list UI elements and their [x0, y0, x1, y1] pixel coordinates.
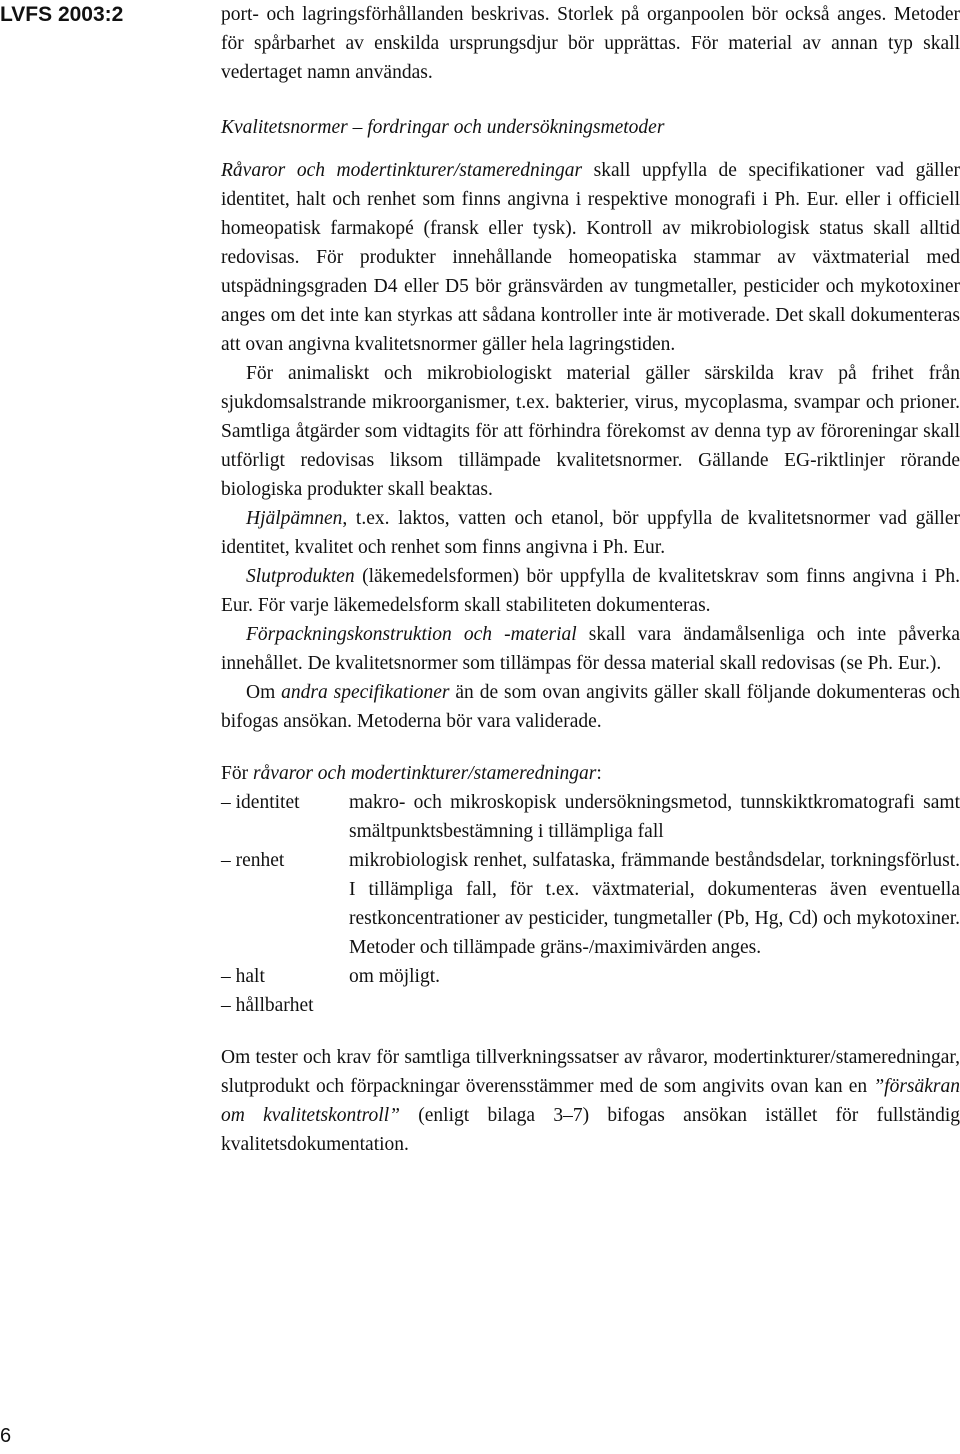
- final-product-text: (läkemedelsformen) bör uppfylla de kvalitetskrav som finns angivna i Ph. Eur. För varje läkemedelsform skall stabiliteten dokumenteras.: [221, 566, 960, 616]
- conclusion-text-end: (enligt bilaga 3–7) bifogas ansökan istället för fullständig kvalitetsdokumentation.: [221, 1105, 960, 1155]
- list-item-description: mikrobiologisk renhet, sulfataska, främmande beståndsdelar, torkningsförlust. I tillämpliga fall, för t.ex. växtmaterial, dokumenteras även eventuella restkoncentrationer av pesticider, tungmetaller (Pb, Hg, Cd) och mykotoxiner. Metoder och tillämpade gräns-/maximivärden anges.: [349, 850, 960, 958]
- list-lead-prefix: För: [221, 763, 253, 784]
- list-item: [221, 788, 960, 846]
- list-item-description: om möjligt.: [349, 966, 441, 987]
- list-lead: [221, 759, 960, 788]
- other-specifications-text: än de som ovan angivits gäller skall följande dokumenteras och bifogas ansökan. Metoderna bör vara validerade.: [221, 682, 960, 732]
- excipients-paragraph: [221, 504, 960, 562]
- list-item: [221, 991, 960, 1020]
- final-product-term: Slutprodukten: [246, 566, 355, 587]
- conclusion-text-start: Om tester och krav för samtliga tillverkningssatser av råvaror, modertinkturer/stameredningar, slutprodukt och förpackningar överensstämmer med de som angivits ovan kan en: [221, 1047, 960, 1097]
- packaging-term: Förpackningskonstruktion och -material: [246, 624, 577, 645]
- packaging-text: skall vara ändamålsenliga och inte påverka innehållet. De kvalitetsnormer som tillämpas för dessa material skall redovisas (se Ph. Eur.).: [221, 624, 960, 674]
- list-lead-term: råvaror och modertinkturer/stameredningar: [252, 763, 597, 784]
- intro-paragraph: port- och lagringsförhållanden beskrivas. Storlek på organpoolen bör också anges. Metoder för spårbarhet av enskilda ursprungsdjur bör upprättas. För material av annan typ skall vedertaget namn användas.: [221, 4, 960, 83]
- raw-material-paragraph: [221, 156, 960, 359]
- animal-material-paragraph: För animaliskt och mikrobiologiskt material gäller särskilda krav på frihet från sjukdomsalstrande mikroorganismer, t.ex. bakterier, virus, mycoplasma, svampar och prioner. Samtliga åtgärder som vidtagits för att förhindra förekomst av denna typ av föroreningar skall utförligt redovisas liksom tillämpade kvalitetsnormer. Gällande EG-riktlinjer rörande biologiska produkter skall beaktas.: [221, 363, 960, 500]
- list-item: [221, 846, 960, 962]
- list-item: [221, 962, 960, 991]
- list-item-term: – identitet: [221, 792, 300, 813]
- list-item-term: – renhet: [221, 850, 285, 871]
- final-product-paragraph: [221, 562, 960, 620]
- list-item-term: – halt: [221, 966, 265, 987]
- page-number: 6: [0, 1425, 12, 1447]
- other-specifications-prefix: Om: [246, 682, 282, 703]
- document-series-id: LVFS 2003:2: [0, 3, 124, 26]
- requirements-list: [221, 788, 960, 1020]
- document-body: [221, 0, 960, 1159]
- conclusion-quote: ”försäkran om kvalitetskontroll”: [221, 1076, 960, 1126]
- other-specifications-term: andra specifikationer: [281, 682, 450, 703]
- raw-material-text: skall uppfylla de specifikationer vad gäller identitet, halt och renhet som finns angivna i respektive monografi i Ph. Eur. eller i officiell homeopatisk farmakopé (fransk eller tysk). Kontroll av mikrobiologisk status skall alltid redovisas. För produkter innehållande homeopatiska stammar av växtmaterial med utspädningsgraden D4 eller D5 bör gränsvärden av tungmetaller, pesticider och mykotoxiner anges om det inte kan styrkas att sådana kontroller inte är motiverade. Det skall dokumenteras att ovan angivna kvalitetsnormer gäller hela lagringstiden.: [221, 160, 960, 355]
- list-lead-suffix: :: [596, 763, 602, 784]
- list-item-description: makro- och mikroskopisk undersökningsmetod, tunnskiktkromatografi samt smältpunktsbestämning i tillämpliga fall: [349, 792, 960, 842]
- raw-material-term: Råvaror och modertinkturer/stameredningar: [221, 160, 583, 181]
- list-item-description: [349, 991, 960, 1020]
- section-heading: Kvalitetsnormer – fordringar och undersökningsmetoder: [221, 117, 665, 138]
- list-item-term: – hållbarhet: [221, 995, 314, 1016]
- conclusion-paragraph: [221, 1043, 960, 1159]
- other-specifications-paragraph: [221, 678, 960, 736]
- packaging-paragraph: [221, 620, 960, 678]
- excipients-term: Hjälpämnen: [246, 508, 343, 529]
- excipients-text: , t.ex. laktos, vatten och etanol, bör uppfylla de kvalitetsnormer vad gäller identitet, kvalitet och renhet som finns angivna i Ph. Eur.: [221, 508, 960, 558]
